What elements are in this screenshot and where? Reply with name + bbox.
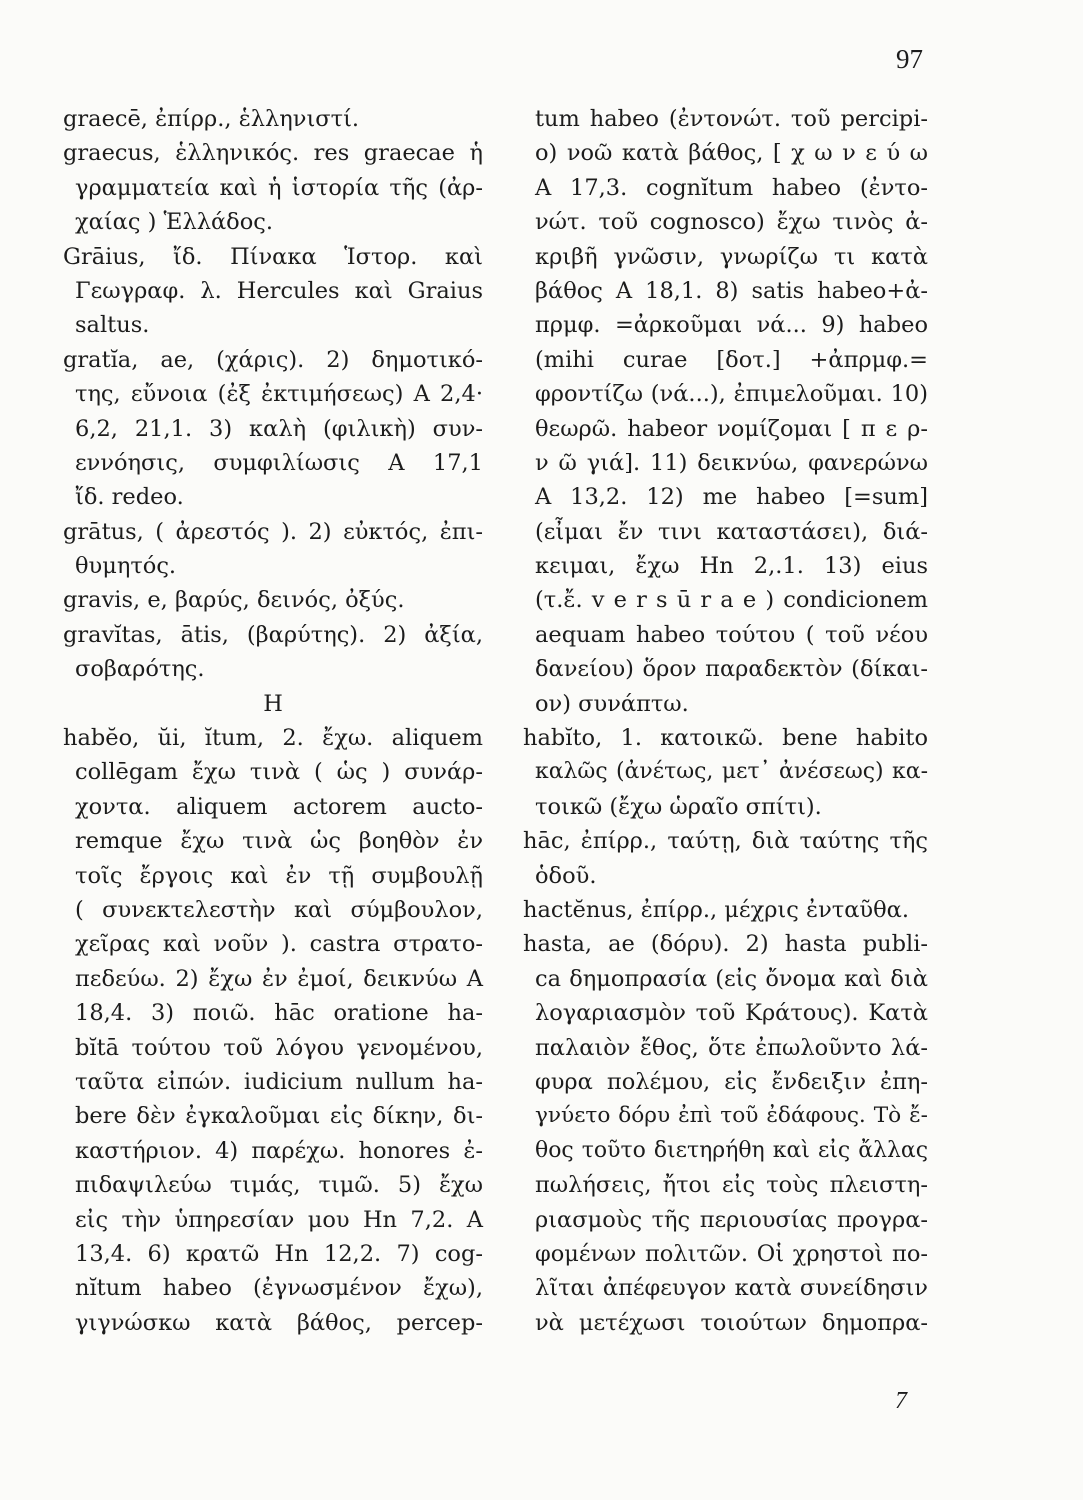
entry-line: ὁδοῦ. bbox=[535, 862, 597, 889]
entry-line: παλαιὸν ἔθος, ὅτε ἐπωλοῦντο λά- bbox=[535, 1034, 928, 1061]
entry-line: θυμητός. bbox=[75, 553, 177, 580]
entry-line: habĭto, 1. κατοικῶ. bene habito bbox=[523, 725, 928, 752]
entry-line: nĭtum habeo (ἐγνωσμένον ἔχω), bbox=[75, 1275, 483, 1302]
entry-line: graecē, ἐπίρρ., ἑλληνιστί. bbox=[63, 106, 360, 132]
entry-line: o) νοῶ κατὰ βάθος, [ χ ω ν ε ύ ω bbox=[535, 140, 928, 167]
entry-line: καστήριον. 4) παρέχω. honores ἐ- bbox=[75, 1137, 483, 1164]
entry-line: ταῦτα εἰπών. iudicium nullum ha- bbox=[75, 1068, 483, 1095]
entry-line: ον) συνάπτω. bbox=[535, 690, 689, 717]
entry-line: collēgam ἔχω τινὰ ( ὡς ) συνάρ- bbox=[75, 759, 483, 786]
entry-line: ν ῶ γιά]. 11) δεικνύω, φανερώνω bbox=[535, 449, 928, 476]
entry-line: καλῶς (ἀνέτως, μετ᾽ ἀνέσεως) κα- bbox=[535, 759, 928, 785]
entry-line: κειμαι, ἔχω Hn 2,.1. 13) eius bbox=[535, 553, 928, 580]
entry-line: εννόησις, συμφιλίωσις Α 17,1 bbox=[75, 449, 483, 476]
entry-line: (εἶμαι ἔν τινι καταστάσει), διά- bbox=[535, 518, 928, 545]
entry-line: δανείου) ὅρον παραδεκτὸν (δίκαι- bbox=[535, 656, 928, 683]
entry-line: θος τοῦτο διετηρήθη καὶ εἰς ἄλλας bbox=[535, 1137, 928, 1163]
entry-line: κριβῆ γνῶσιν, γνωρίζω τι κατὰ bbox=[535, 243, 928, 270]
entry-line: θεωρῶ. habeor νομίζομαι [ π ε ρ- bbox=[535, 415, 928, 442]
entry-line: νὰ μετέχωσι τοιούτων δημοπρα- bbox=[535, 1309, 928, 1336]
entry-line: grātus, ( ἀρεστός ). 2) εὐκτός, ἐπι- bbox=[63, 518, 483, 545]
left-column bbox=[63, 102, 483, 1340]
entry-line: χαίας ) Ἑλλάδος. bbox=[75, 209, 274, 236]
entry-line: ριασμοὺς τῆς περιουσίας προγρα- bbox=[535, 1206, 928, 1233]
entry-line: gratĭa, ae, (χάρις). 2) δημοτικό- bbox=[63, 346, 483, 373]
entry-line: φροντίζω (νά...), ἐπιμελοῦμαι. 10) bbox=[535, 381, 928, 408]
entry-line: πεδεύω. 2) ἔχω ἐν ἐμοί, δεικνύω Α bbox=[75, 965, 483, 992]
entry-line: χοντα. aliquem actorem aucto- bbox=[75, 793, 483, 820]
entry-line: hasta, ae (δόρυ). 2) hasta publi- bbox=[523, 931, 928, 958]
entry-line: ( συνεκτελεστὴν καὶ σύμβουλον, bbox=[75, 896, 483, 923]
entry-line: πρμφ. =ἀρκοῦμαι νά... 9) habeo bbox=[535, 312, 928, 339]
right-column bbox=[523, 102, 928, 1340]
entry-line: Grāius, ἴδ. Πίνακα Ἱστορ. καὶ bbox=[63, 243, 483, 270]
entry-line: (mihi curae [δοτ.] +ἀπρμφ.= bbox=[535, 346, 928, 373]
entry-line: τοῖς ἔργοις καὶ ἐν τῇ συμβουλῇ bbox=[75, 862, 483, 889]
entry-line: 13,4. 6) κρατῶ Hn 12,2. 7) cog- bbox=[75, 1240, 483, 1267]
entry-line: τοικῶ (ἔχω ὡραῖο σπίτι). bbox=[535, 793, 822, 820]
entry-line: γιγνώσκω κατὰ βάθος, percep- bbox=[75, 1309, 483, 1336]
entry-line: εἰς τὴν ὑπηρεσίαν μου Hn 7,2. Α bbox=[75, 1206, 483, 1233]
entry-line: bĭtā τούτου τοῦ λόγου γενομένου, bbox=[75, 1034, 483, 1061]
entry-line: της, εὔνοια (ἐξ ἐκτιμήσεως) Α 2,4· bbox=[75, 381, 483, 408]
entry-line: remque ἔχω τινὰ ὡς βοηθὸν ἐν bbox=[75, 828, 483, 855]
entry-line: νώτ. τοῦ cognosco) ἔχω τινὸς ἀ- bbox=[535, 209, 928, 236]
entry-line: χεῖρας καὶ νοῦν ). castra στρατο- bbox=[75, 931, 483, 958]
entry-line: φυρα πολέμου, εἰς ἔνδειξιν ἐπη- bbox=[535, 1068, 928, 1095]
signature-mark: 7 bbox=[895, 1388, 907, 1414]
entry-line: gravis, e, βαρύς, δεινός, ὀξύς. bbox=[63, 587, 405, 614]
entry-line: Γεωγραφ. λ. Hercules καὶ Graius bbox=[75, 277, 483, 304]
entry-line: σοβαρότης. bbox=[75, 656, 205, 683]
entry-line: φομένων πολιτῶν. Οἱ χρηστοὶ πο- bbox=[535, 1240, 928, 1267]
entry-line: Α 17,3. cognĭtum habeo (ἐντο- bbox=[535, 174, 928, 201]
entry-line: ca δημοπρασία (εἰς ὄνομα καὶ διὰ bbox=[535, 965, 928, 992]
entry-line: Α 13,2. 12) me habeo [=sum] bbox=[535, 484, 928, 511]
entry-line: habĕo, ŭi, ĭtum, 2. ἔχω. aliquem bbox=[63, 725, 483, 752]
entry-line: πωλήσεις, ἤτοι εἰς τοὺς πλειστη- bbox=[535, 1172, 928, 1199]
entry-line: hāc, ἐπίρρ., ταύτῃ, διὰ ταύτης τῆς bbox=[523, 828, 928, 855]
entry-line: 18,4. 3) ποιῶ. hāc oratione ha- bbox=[75, 1000, 483, 1027]
entry-line: saltus. bbox=[75, 312, 150, 339]
entry-line: γνύετο δόρυ ἐπὶ τοῦ ἐδάφους. Τὸ ἔ- bbox=[535, 1103, 928, 1129]
entry-line: λογαριασμὸν τοῦ Κράτους). Κατὰ bbox=[535, 1000, 928, 1027]
entry-line: aequam habeo τούτου ( τοῦ νέου bbox=[535, 621, 928, 648]
entry-line: graecus, ἑλληνικός. res graecae ἡ bbox=[63, 140, 483, 167]
entry-line: πιδαψιλεύω τιμάς, τιμῶ. 5) ἔχω bbox=[75, 1172, 483, 1199]
entry-line: tum habeo (ἐντονώτ. τοῦ percipi- bbox=[535, 106, 928, 132]
entry-line: (τ.ἔ. v e r s ū r a e ) condicionem bbox=[535, 587, 928, 614]
entry-line: bere δὲν ἐγκαλοῦμαι εἰς δίκην, δι- bbox=[75, 1103, 483, 1130]
page-number: 97 bbox=[896, 44, 923, 74]
entry-line: 6,2, 21,1. 3) καλὴ (φιλικὴ) συν- bbox=[75, 415, 483, 442]
entry-line: γραμματεία καὶ ἡ ἱστορία τῆς (ἀρ- bbox=[75, 174, 483, 201]
section-letter: H bbox=[263, 690, 283, 717]
entry-line: hactĕnus, ἐπίρρ., μέχρις ἐνταῦθα. bbox=[523, 896, 909, 923]
entry-line: ἴδ. redeo. bbox=[75, 484, 184, 511]
entry-line: βάθος Α 18,1. 8) satis habeo+ἀ- bbox=[535, 277, 928, 304]
entry-line: λῖται ἀπέφευγον κατὰ συνείδησιν bbox=[535, 1275, 928, 1302]
entry-line: gravĭtas, ātis, (βαρύτης). 2) ἀξία, bbox=[63, 621, 483, 648]
